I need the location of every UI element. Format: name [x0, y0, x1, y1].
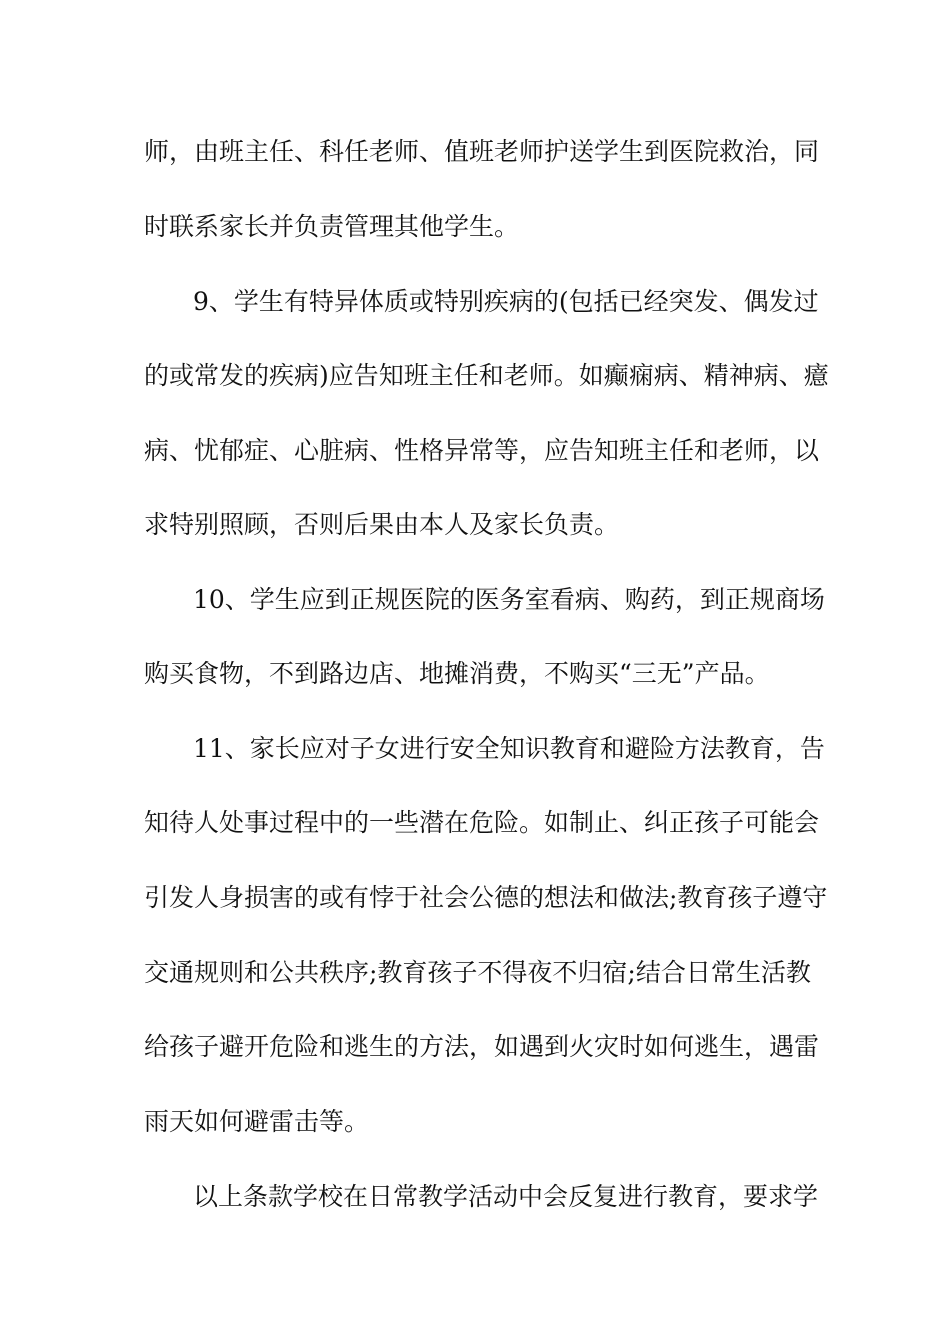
text-line: 病、忧郁症、心脏病、性格异常等，应告知班主任和老师，以 — [144, 436, 820, 465]
text-line: 引发人身损害的或有悖于社会公德的想法和做法;教育孩子遵守 — [144, 883, 828, 912]
paragraph-10-start: 10、学生应到正规医院的医务室看病、购药，到正规商场 — [193, 585, 825, 614]
paragraph-9-start: 9、学生有特异体质或特别疾病的(包括已经突发、偶发过 — [193, 287, 819, 316]
text-line: 雨天如何避雷击等。 — [144, 1107, 370, 1136]
text-line: 师，由班主任、科任老师、值班老师护送学生到医院救治，同 — [144, 137, 820, 166]
text-line: 的或常发的疾病)应告知班主任和老师。如癫痫病、精神病、癔 — [144, 361, 829, 390]
text-line: 交通规则和公共秩序;教育孩子不得夜不归宿;结合日常生活教 — [144, 958, 811, 987]
text-line: 知待人处事过程中的一些潜在危险。如制止、纠正孩子可能会 — [144, 808, 820, 837]
paragraph-11-start: 11、家长应对子女进行安全知识教育和避险方法教育，告 — [193, 734, 825, 763]
text-line: 购买食物，不到路边店、地摊消费，不购买“三无”产品。 — [144, 659, 770, 688]
text-line: 求特别照顾，否则后果由本人及家长负责。 — [144, 510, 620, 539]
closing-paragraph-start: 以上条款学校在日常教学活动中会反复进行教育，要求学 — [193, 1182, 819, 1211]
text-line: 时联系家长并负责管理其他学生。 — [144, 212, 520, 241]
text-line: 给孩子避开危险和逃生的方法，如遇到火灾时如何逃生，遇雷 — [144, 1032, 820, 1061]
